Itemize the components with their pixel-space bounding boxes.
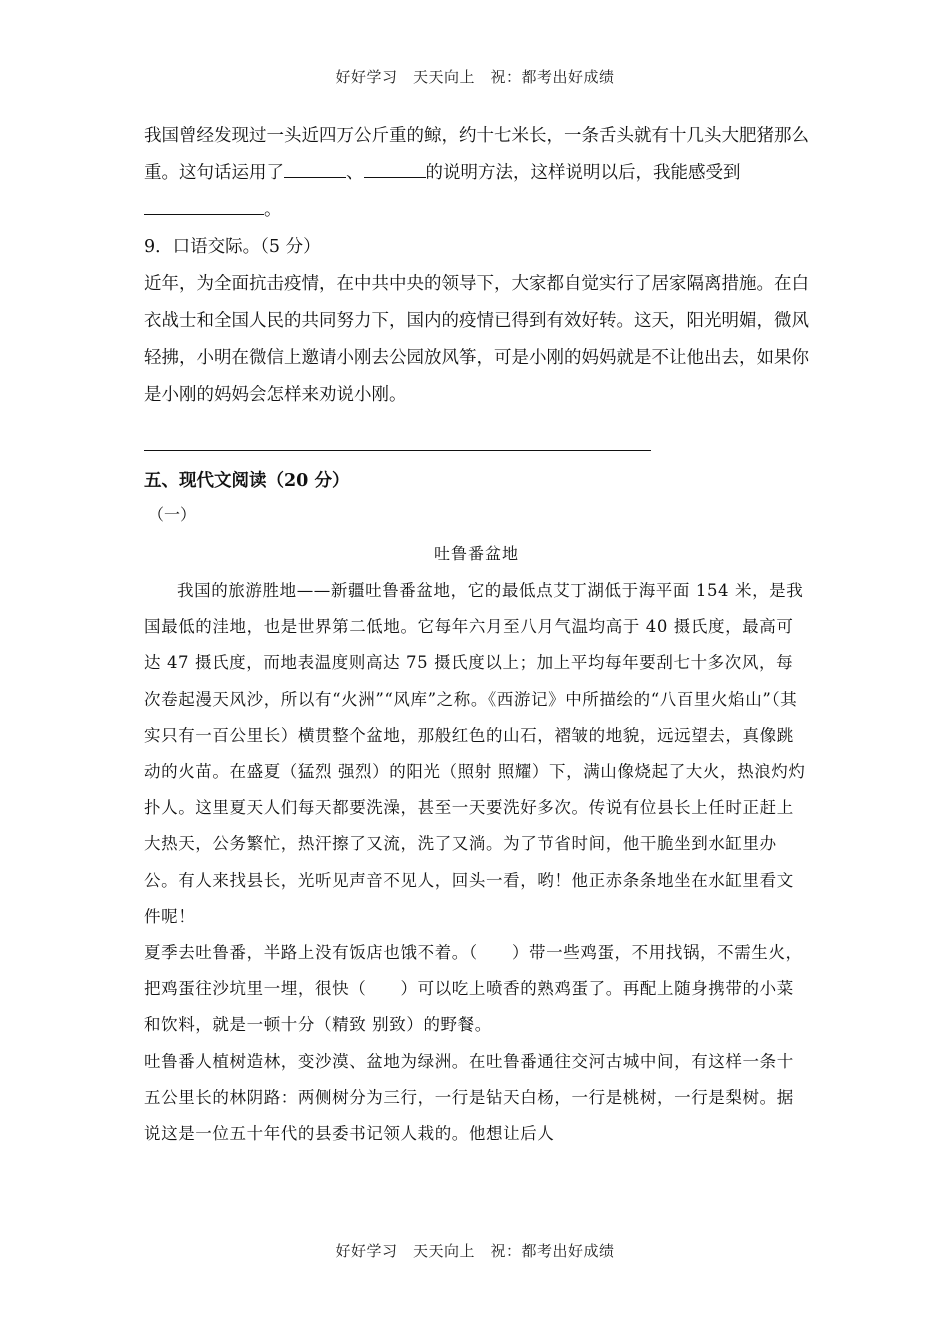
question-9-text: 近年，为全面抗击疫情，在中共中央的领导下，大家都自觉实行了居家隔离措施。在白衣战士和全国人民的共同努力下，国内的疫情已得到有效好转。这天，阳光明媚，微风轻拂，小明在微信上邀请小刚去公园放风筝，可是小刚的妈妈就是不让他出去，如果你是小刚的妈妈会怎样来劝说小刚。 — [144, 274, 809, 405]
question-9-title: 9．口语交际。（5 分） — [144, 237, 321, 257]
page-header: 好好学习 天天向上 祝：都考出好成绩 — [335, 68, 615, 86]
answer-blank-method-1[interactable] — [284, 157, 346, 178]
answer-blank-method-2[interactable] — [364, 157, 426, 178]
section-5-heading: 五、现代文阅读（20 分） — [144, 471, 350, 491]
q8-part2: 的说明方法，这样说明以后，我能感受到 — [425, 163, 741, 183]
article-paragraph-3: 吐鲁番人植树造林，变沙漠、盆地为绿洲。在吐鲁番通往交河古城中间，有这样一条十五公里长的林阴路：两侧树分为三行，一行是钻天白杨，一行是桃树，一行是梨树。据说这是一位五十年代的县委书记领人栽的。他想让后人 — [144, 1051, 794, 1144]
section-5-subheading: （一） — [148, 505, 197, 524]
article-title: 吐鲁番盆地 — [433, 544, 519, 563]
question-8-text — [144, 118, 809, 229]
q8-end: 。 — [264, 200, 282, 220]
article-paragraph-2: 夏季去吐鲁番，半路上没有饭店也饿不着。（ ）带一些鸡蛋，不用找锅，不需生火，把鸡蛋往沙坑里一埋，很快（ ）可以吃上喷香的熟鸡蛋了。再配上随身携带的小菜和饮料，就是一顿十分（精致 别致）的野餐。 — [144, 943, 803, 1035]
article-paragraph-1: 我国的旅游胜地——新疆吐鲁番盆地，它的最低点艾丁湖低于海平面 154 米，是我国最低的洼地，也是世界第二低地。它每年六月至八月气温均高于 40 摄氏度，最高可达 47 摄氏度，而地表温度则高达 75 摄氏度以上；加上平均每年要刮七十多次风，每次卷起漫天风沙，所以有“火洲”“风库”之称。《西游记》中所描绘的“八百里火焰山”（其实只有一百公里长）横贯整个盆地，那般红色的山石，褶皱的地貌，远远望去，真像跳动的火苗。在盛夏（猛烈 强烈）的阳光（照射 照耀）下，满山像烧起了大火，热浪灼灼扑人。这里夏天人们每天都要洗澡，甚至一天要洗好多次。传说有位县长上任时正赶上大热天，公务繁忙，热汗擦了又流，洗了又淌。为了节省时间，他干脆坐到水缸里办公。有人来找县长，光听见声音不见人，回头一看，哟！他正赤条条地坐在水缸里看文件呢！ — [144, 581, 806, 926]
answer-line-q9[interactable] — [144, 450, 651, 451]
q8-separator: 、 — [346, 163, 364, 183]
page-footer: 好好学习 天天向上 祝：都考出好成绩 — [335, 1242, 615, 1260]
q8-part1: 我国曾经发现过一头近四万公斤重的鲸，约十七米长，一条舌头就有十几头大肥猪那么重。这句话运用了 — [144, 126, 809, 183]
page-content — [144, 118, 809, 1152]
answer-blank-feeling[interactable] — [144, 194, 264, 215]
